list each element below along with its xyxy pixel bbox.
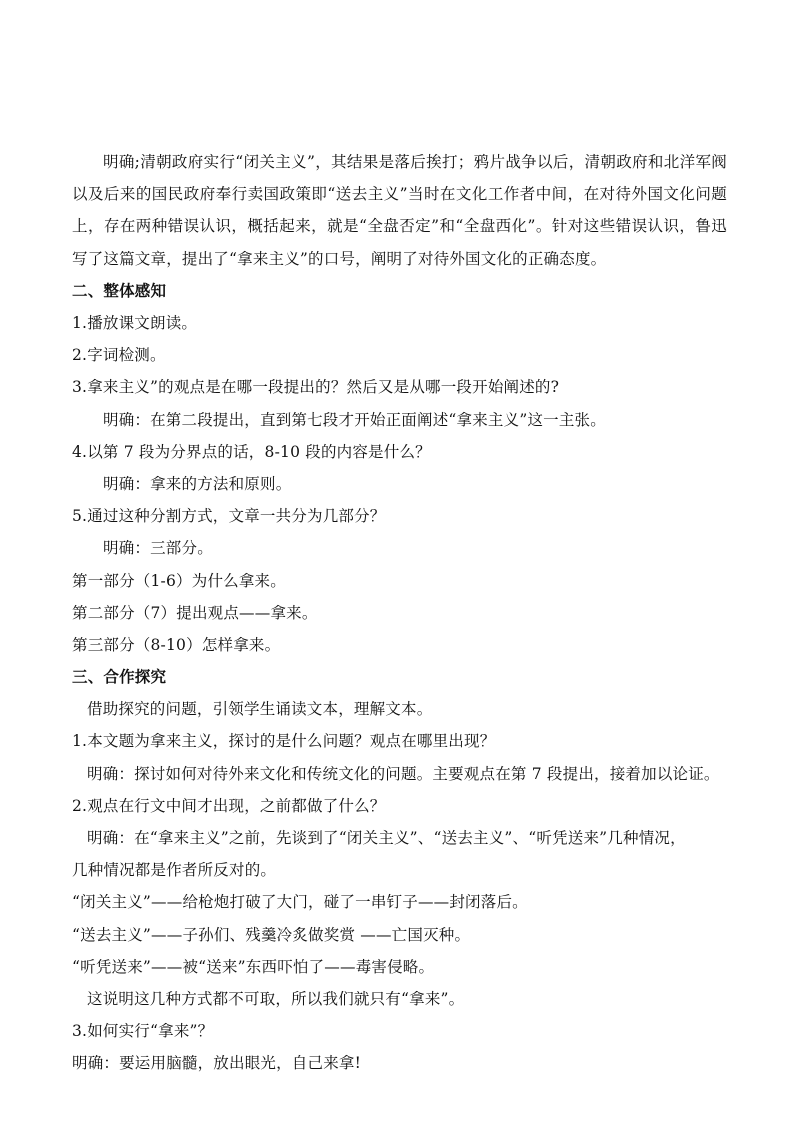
conclusion-text: 这说明这几种方式都不可取，所以我们就只有“拿来”。 (87, 989, 465, 1008)
case-item: “闭关主义”——给枪炮打破了大门，碰了一串钉子——封闭落后。 (72, 893, 528, 912)
list-item: 5.通过这种分割方式，文章一共分为几部分？ (72, 507, 386, 526)
document-page (72, 146, 727, 1080)
section-heading-cooperative: 三、合作探究 (72, 667, 167, 687)
answer-text: 明确：在第二段提出，直到第七段才开始正面阐述“拿来主义”这一主张。 (103, 410, 606, 429)
list-item: 2.字词检测。 (72, 346, 166, 365)
answer-text: 明确：三部分。 (103, 539, 213, 558)
case-item: “送去主义”——子孙们、残羹冷炙做奖赏 ——亡国灭种。 (72, 925, 471, 944)
answer-text: 明确：拿来的方法和原则。 (103, 474, 292, 493)
answer-text: 明确：要运用脑髓，放出眼光，自己来拿! (72, 1054, 362, 1073)
intro-paragraph: 明确;清朝政府实行“闭关主义”，其结果是落后挨打；鸦片战争以后，清朝政府和北洋军阀以及后来的国民政府奉行卖国政策即“送去主义”当时在文化工作者中间，在对待外国文化问题上，存在两种错误认识，概括起来，就是“全盘否定”和“全盘西化”。针对这些错误认识，鲁迅写了这篇文章，提出了“拿来主义”的口号，阐明了对待外国文化的正确态度。 (72, 153, 727, 268)
section-heading-overall: 二、整体感知 (72, 280, 167, 300)
list-item: 3.如何实行“拿来”？ (72, 1022, 214, 1041)
part-item: 第三部分（8-10）怎样拿来。 (72, 635, 281, 654)
answer-text: 明确：在“拿来主义”之前，先谈到了“闭关主义”、“送去主义”、“听凭送来”几种情况， (87, 829, 686, 847)
list-item: 2.观点在行文中间才出现，之前都做了什么？ (72, 796, 386, 815)
answer-text: 明确：探讨如何对待外来文化和传统文化的问题。主要观点在第 7 段提出，接着加以论证。 (87, 764, 720, 783)
part-item: 第二部分（7）提出观点——拿来。 (72, 603, 318, 622)
list-item: 1.播放课文朗读。 (72, 314, 198, 332)
list-item: 4.以第 7 段为分界点的话，8-10 段的内容是什么？ (72, 442, 431, 461)
list-item: 1.本文题为拿来主义，探讨的是什么问题？观点在哪里出现？ (72, 732, 496, 751)
answer-text: 几种情况都是作者所反对的。 (72, 861, 277, 880)
section-intro: 借助探究的问题，引领学生诵读文本，理解文本。 (87, 700, 433, 719)
case-item: “听凭送来”——被“送来”东西吓怕了——毒害侵略。 (72, 957, 435, 976)
list-item: 3.拿来主义”的观点是在哪一段提出的？然后又是从哪一段开始阐述的? (72, 378, 560, 397)
part-item: 第一部分（1-6）为什么拿来。 (72, 571, 286, 590)
